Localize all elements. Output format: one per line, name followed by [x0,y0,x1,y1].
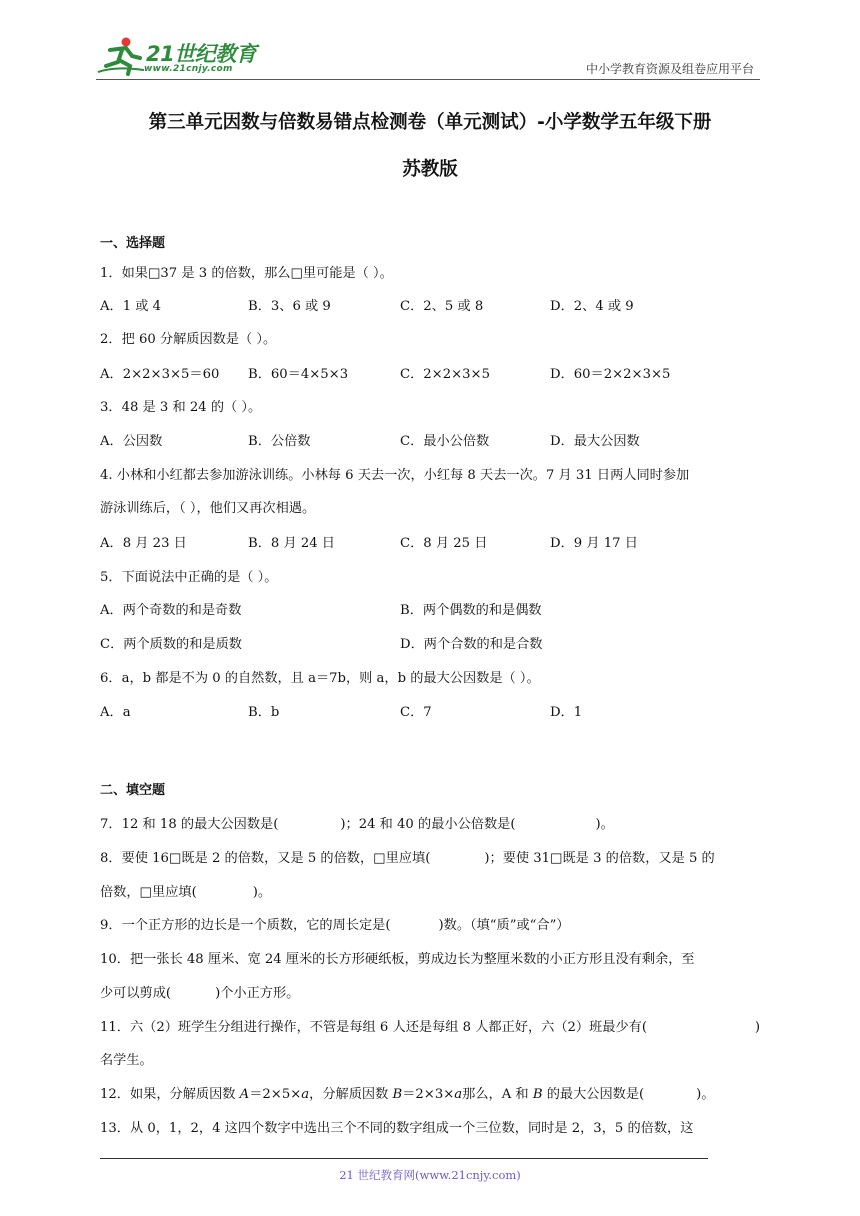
question-stem [100,917,570,935]
option: B．两个偶数的和是偶数 [400,603,542,618]
question-text: 的最大公因数是( [542,1087,645,1102]
question-stem [100,1019,760,1037]
page-title: 第三单元因数与倍数易错点检测卷（单元测试）-小学数学五年级下册 [148,112,712,133]
question-stem: 13．从 0，1，2，4 这四个数字中选出三个不同的数字组成一个三位数，同时是 2，3，5 的倍数，这 [100,1121,694,1136]
question-text: )数。（填“质”或“合”） [438,918,570,933]
question-stem: 4. 小林和小红都去参加游泳训练。小林每 6 天去一次，小红每 8 天去一次。7 月 31 日两人同时参加 [100,468,690,483]
question-text: 12．如果，分解质因数 [100,1087,240,1102]
footer-divider [100,1158,708,1159]
option: C．最小公倍数 [400,434,490,449]
option: D．最大公因数 [550,434,640,449]
platform-name: 中小学教育资源及组卷应用平台 [585,62,754,76]
section-heading: 二、填空题 [100,783,166,798]
footer-text: 21 世纪教育网(www.21cnjy.com) [339,1168,521,1182]
brand-logo [96,36,266,78]
question-text: 那么，A 和 [462,1087,533,1102]
question-text: )；24 和 40 的最小公倍数是( [340,817,516,832]
math-variable: A [239,1087,250,1102]
question-stem-continued [100,985,299,1003]
question-stem [100,1086,760,1104]
option: C．2×2×3×5 [400,367,490,382]
question-stem: 3．48 是 3 和 24 的（ ）。 [100,400,262,415]
option: A．8 月 23 日 [100,536,187,551]
option: D．60＝2×2×3×5 [550,367,671,382]
option: D．1 [550,705,583,720]
question-text: 9．一个正方形的边长是一个质数，它的周长定是( [100,918,391,933]
math-variable: a [454,1087,463,1102]
option: A．a [100,705,131,720]
option: D．9 月 17 日 [550,536,638,551]
question-text: )；要使 31□既是 3 的倍数，又是 5 的 [484,851,715,866]
brand-name: 21世纪教育 [146,42,257,66]
option: B．8 月 24 日 [248,536,335,551]
option: C．8 月 25 日 [400,536,488,551]
question-text: 8．要使 16□既是 2 的倍数，又是 5 的倍数，□里应填( [100,851,431,866]
brand-url: www.21cnjy.com [144,64,233,74]
question-text: )。 [595,817,614,832]
question-stem: 10．把一张长 48 厘米、宽 24 厘米的长方形硬纸板，剪成边长为整厘米数的小正方形且没有剩余，至 [100,952,695,967]
question-text: 少可以剪成( [100,986,172,1001]
runner-icon [96,36,146,76]
math-variable: a [301,1087,310,1102]
question-stem-continued: 游泳训练后，（ ），他们又再次相遇。 [100,501,316,516]
page-title-continued: 苏教版 [402,159,458,180]
option: C．7 [400,705,432,720]
header-divider [96,79,760,80]
question-stem-continued: 名学生。 [100,1053,153,1068]
option: B．60＝4×5×3 [248,367,349,382]
option: B．b [248,705,280,720]
question-text: )。 [696,1087,715,1102]
question-stem: 6．a，b 都是不为 0 的自然数，且 a＝7b，则 a，b 的最大公因数是（ ）。 [100,671,540,686]
math-variable: B [392,1087,403,1102]
option: A．公因数 [100,434,163,449]
option: D．两个合数的和是合数 [400,637,543,652]
question-text: 7．12 和 18 的最大公因数是( [100,817,279,832]
question-text: ) [754,1020,760,1035]
question-text: )。 [252,885,272,900]
question-text: )个小正方形。 [215,986,300,1001]
question-text: 倍数，□里应填( [100,885,197,900]
question-stem: 1．如果□37 是 3 的倍数，那么□里可能是（ ）。 [100,266,393,281]
option: B．3、6 或 9 [248,299,331,314]
option: A．2×2×3×5＝60 [100,367,220,382]
option: A．1 或 4 [100,299,162,314]
section-heading: 一、选择题 [100,236,166,251]
math-variable: B [532,1087,543,1102]
question-text: 11．六（2）班学生分组进行操作，不管是每组 6 人还是每组 8 人都正好，六（2）班最少有( [100,1020,648,1035]
question-text: ，分解质因数 [309,1087,393,1102]
option: D．2、4 或 9 [550,299,634,314]
question-text: ＝2×3× [402,1087,455,1102]
question-text: ＝2×5× [249,1087,302,1102]
question-stem: 2．把 60 分解质因数是（ ）。 [100,332,277,347]
question-stem [100,850,715,868]
option: C．两个质数的和是质数 [100,637,242,652]
question-stem [100,816,614,834]
question-stem-continued [100,884,271,902]
question-stem: 5．下面说法中正确的是（ ）。 [100,570,278,585]
option: A．两个奇数的和是奇数 [100,603,242,618]
option: C．2、5 或 8 [400,299,484,314]
option: B．公倍数 [248,434,311,449]
